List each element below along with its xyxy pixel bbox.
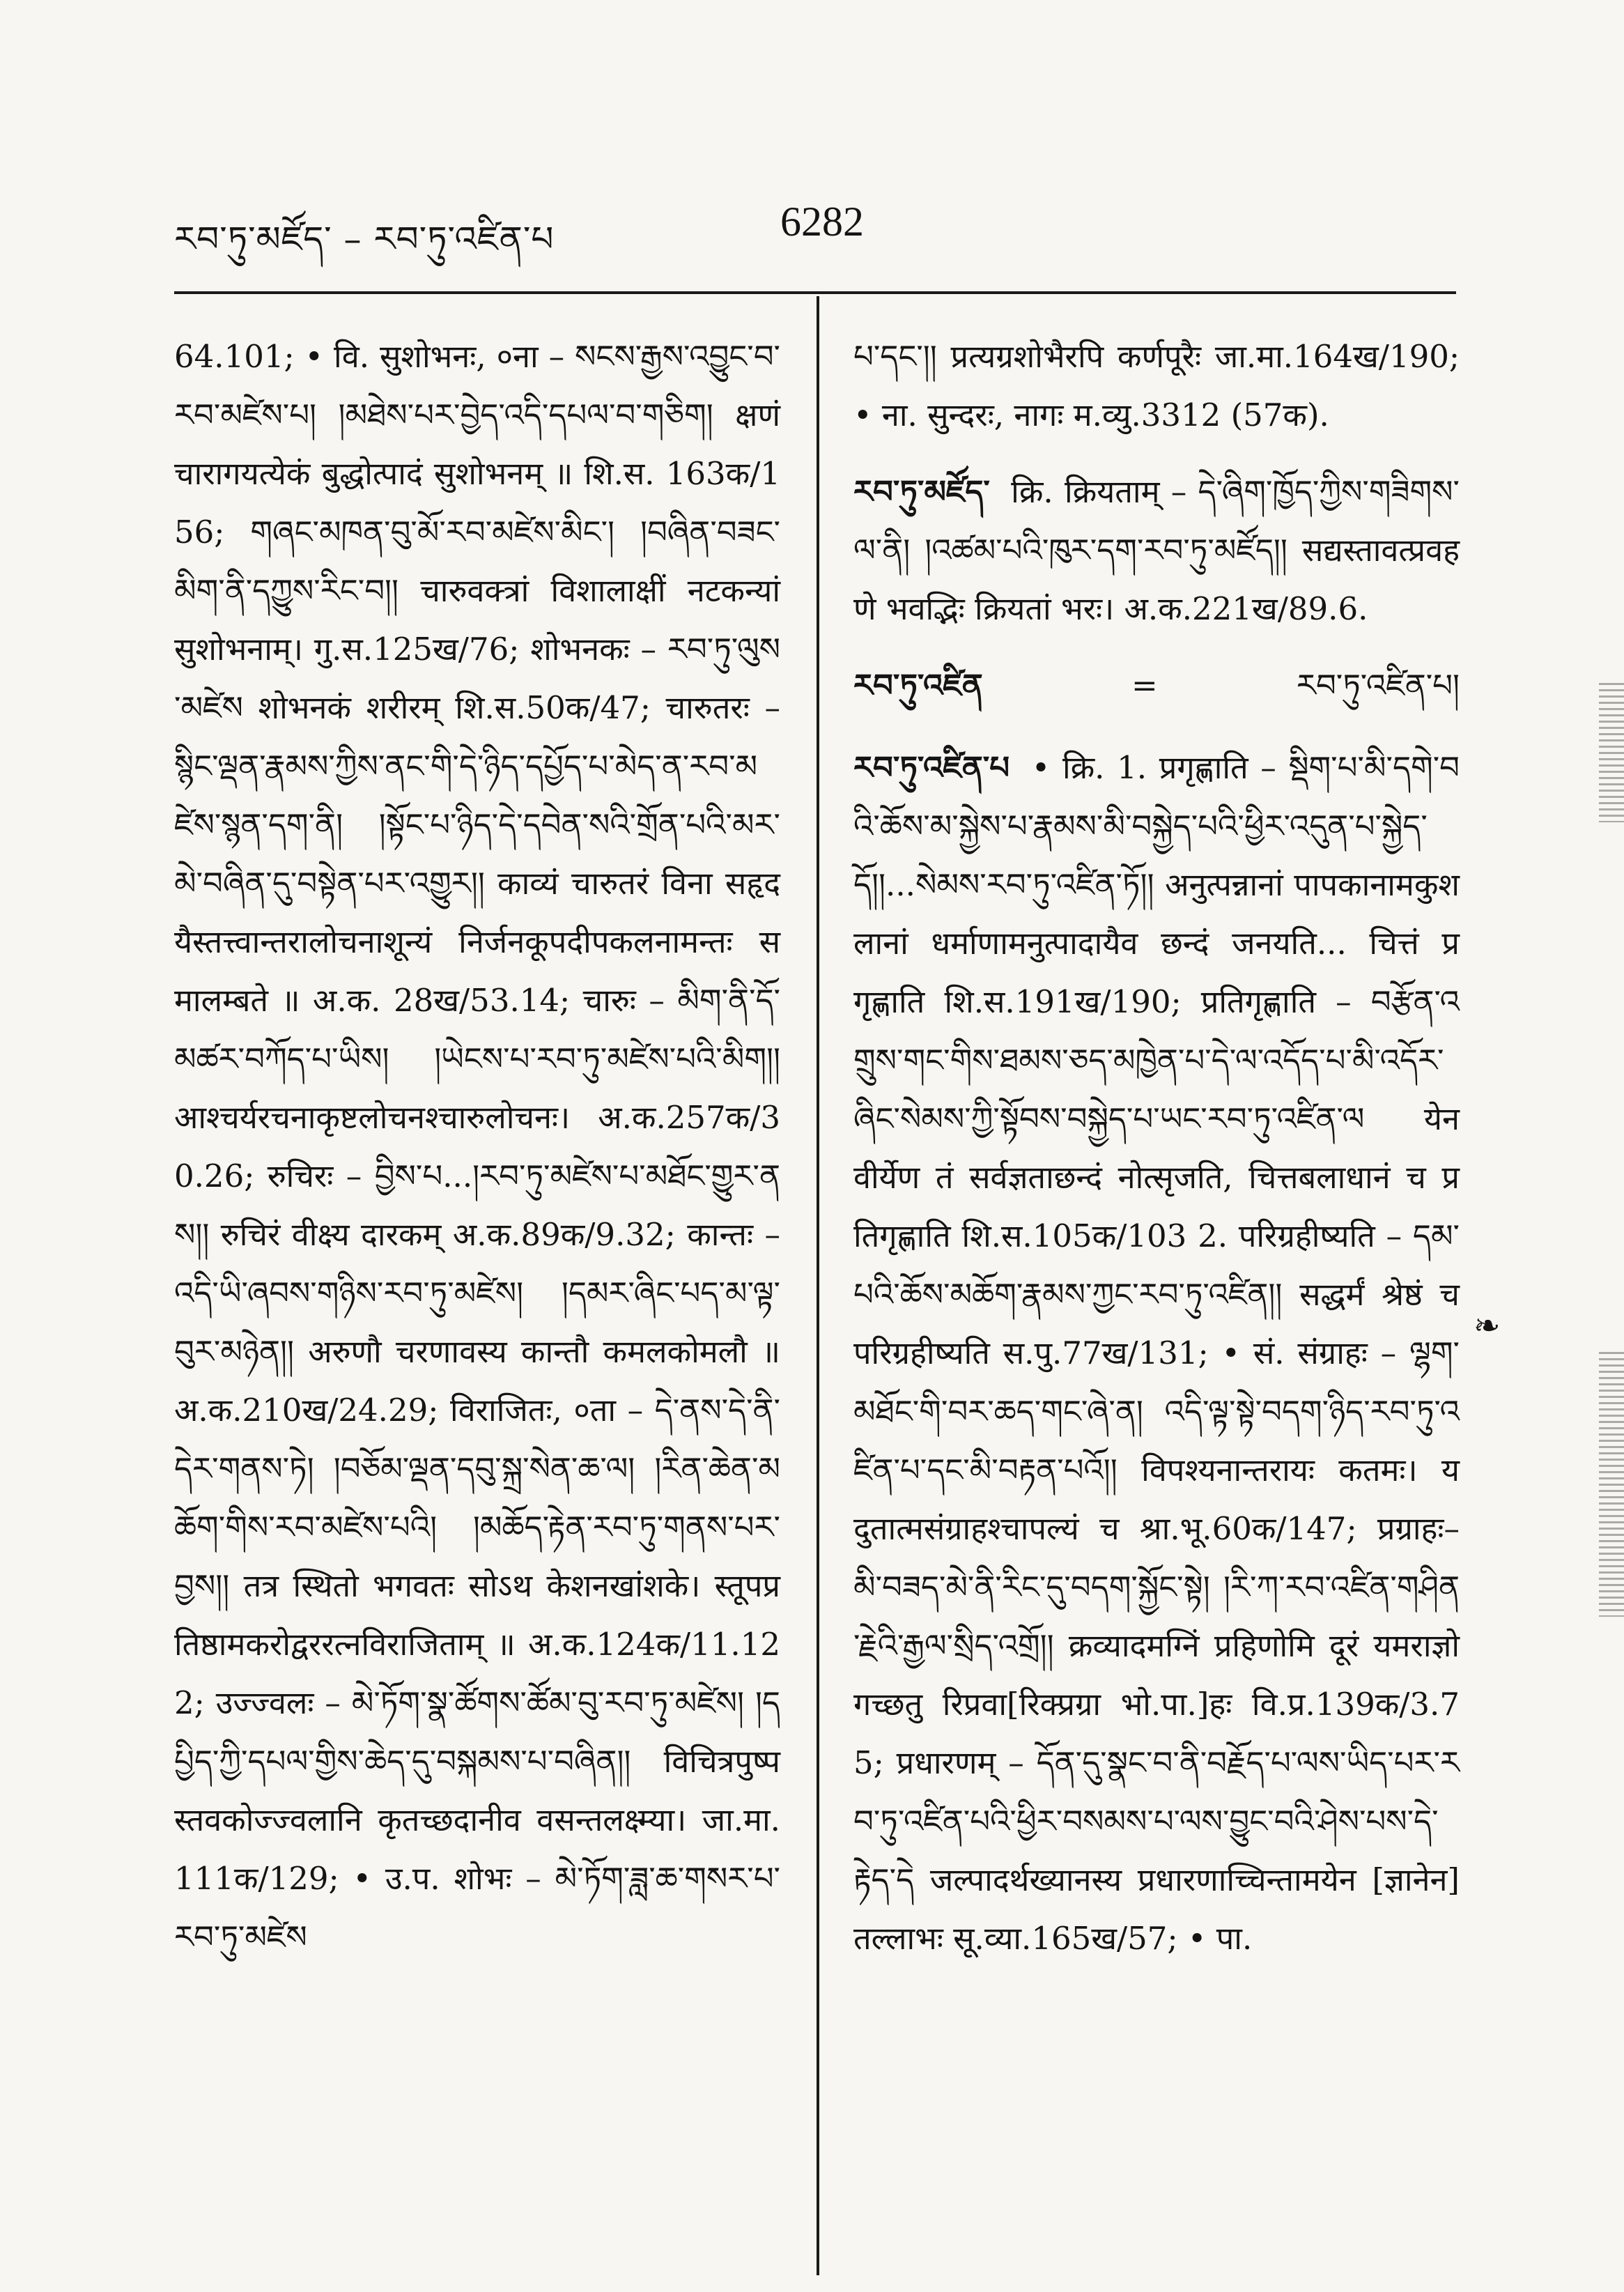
margin-mark: ❧ — [1474, 1307, 1501, 1344]
cross-reference — [853, 656, 1460, 715]
dictionary-entry — [853, 739, 1460, 1968]
cross-ref-source: རབ་ཏུ་འཛིན — [853, 667, 983, 704]
entry-headword: རབ་ཏུ་མཛོད་ — [853, 473, 990, 510]
left-column-text: 64.101; • वि. सुशोभनः, ०ना – སངས་རྒྱས་འབྱུང་བ་རབ་མཛེས་པ། །མཐེས་པར་བྱེད་འདི་དཔལ་བ་གཅིག། क्षणं चारागयत्येकं बुद्धोत्पादं सुशोभनम् ॥ शि.स. 163क/156; གཞང་མཁན་བུ་མོ་རབ་མཛེས་མིང་། །བཞིན་བཟང་མིག་ནི་དཀྱུས་རིང་བ།། चारुवक्त्रां विशालाक्षीं नटकन्यां सुशोभनाम्। गु.स.125ख/76; शोभनकः – རབ་ཏུ་ལུས་མཛེས शोभनकं शरीरम् शि.स.50क/47; चारुतरः – སྙིང་ལྡན་རྣམས་ཀྱིས་ནང་གི་དེ་ཉིད་དཔྱོད་པ་མེད་ན་རབ་མཛེས་སྙན་དག་ནི། །སྟོང་པ་ཉིད་དེ་དབེན་སའི་གྲོན་པའི་མར་མེ་བཞིན་དུ་བསྟེན་པར་འགྱུར།། काव्यं चारुतरं विना सहृदयैस्तत्त्वान्तरालोचनाशून्यं निर्जनकूपदीपकलनामन्तः समालम्बते ॥ अ.क. 28ख/53.14; चारुः – མིག་ནི་དོ་མཚར་བཀོད་པ་ཡིས། །ཡེངས་པ་རབ་ཏུ་མཛེས་པའི་མིག།། आश्चर्यरचनाकृष्टलोचनश्चारुलोचनः। अ.क.257क/30.26; रुचिरः – བྱིས་པ...།རབ་ཏུ་མཛེས་པ་མཐོང་གྱུར་ནས།། रुचिरं वीक्ष्य दारकम् अ.क.89क/9.32; कान्तः – འདི་ཡི་ཞབས་གཉིས་རབ་ཏུ་མཛེས། །དམར་ཞིང་པད་མ་ལྟ་བུར་མཉེན།། अरुणौ चरणावस्य कान्तौ कमलकोमलौ ॥ अ.क.210ख/24.29; विराजितः, ०ता – དེ་ནས་དེ་ནི་དེར་གནས་ཏེ། །བཅོམ་ལྡན་དབུ་སྐྲ་སེན་ཆ་ལ། །རིན་ཆེན་མཆོག་གིས་རབ་མཛེས་པའི། །མཆོད་རྟེན་རབ་ཏུ་གནས་པར་བྱས།། तत्र स्थितो भगवतः सोऽथ केशनखांशके। स्तूपप्रतिष्ठामकरोद्वररत्नविराजिताम् ॥ अ.क.124क/11.122; उज्ज्वलः – མེ་ཏོག་སྣ་ཚོགས་ཚོམ་བུ་རབ་ཏུ་མཛེས། །དཔྱིད་ཀྱི་དཔལ་གྱིས་ཆེད་དུ་བསྐམས་པ་བཞིན།། विचित्रपुष्पस्तवकोज्ज्वलानि कृतच्छदानीव वसन्तलक्ष्म्या। जा.मा.111क/129; • उ.प. शोभः – མེ་ཏོག་ཟླ་ཆ་གསར་པ་རབ་ཏུ་མཛེས — [174, 338, 780, 1955]
entry-definition: क्रि. क्रियताम् – དེ་ཞིག་ཁྱོད་ཀྱིས་གཟིགས་ལ་ནི། །འཚམ་པའི་ཁུར་དག་རབ་ཏུ་མཛོད།། सद्यस्तावत्प्रवहणे भवद्भिः क्रियतां भरः। अ.क.221ख/89.6. — [853, 473, 1460, 627]
entry-definition: • क्रि. 1. प्रगृह्णाति – སྡིག་པ་མི་དགེ་བའི་ཆོས་མ་སྐྱེས་པ་རྣམས་མི་བསྐྱེད་པའི་ཕྱིར་འདུན་པ་སྐྱེད་དོ།།...སེམས་རབ་ཏུ་འཛིན་ཏོ།། अनुत्पन्नानां पापकानामकुशलानां धर्माणामनुत्पादायैव छन्दं जनयति... चित्तं प्रगृह्णाति शि.स.191ख/190; प्रतिगृह्णाति – བརྩོན་འགྲུས་གང་གིས་ཐམས་ཅད་མཁྱེན་པ་དེ་ལ་འདོད་པ་མི་འདོར་ཞིང་སེམས་ཀྱི་སྟོབས་བསྐྱེད་པ་ཡང་རབ་ཏུ་འཛིན་ལ येन वीर्येण तं सर्वज्ञताछन्दं नोत्सृजति, चित्तबलाधानं च प्रतिगृह्णाति शि.स.105क/103 2. परिग्रहीष्यति – དམ་པའི་ཆོས་མཆོག་རྣམས་ཀྱང་རབ་ཏུ་འཛིན།། सद्धर्मं श्रेष्ठं च परिग्रहीष्यति स.पु.77ख/131; • सं. संग्राहः – ལྷག་མཐོང་གི་བར་ཆད་གང་ཞེ་ན། འདི་ལྟ་སྟེ་བདག་ཉིད་རབ་ཏུ་འཛིན་པ་དང་མི་བརྟན་པའོ།། विपश्यनान्तरायः कतमः। यदुतात्मसंग्राहश्चापल्यं च श्रा.भू.60क/147; प्रग्राहः– མི་བཟད་མེ་ནི་རིང་དུ་བདག་སྐྱོང་སྟེ། །རི་ཀ་རབ་འཛིན་གཤིན་རྗེའི་རྒྱལ་སྲིད་འགྲོ།། क्रव्यादमग्निं प्रहिणोमि दूरं यमराज्ञो गच्छतु रिप्रवा[रिक्प्रग्रा भो.पा.]हः वि.प्र.139क/3.75; प्रधारणम् – དོན་དུ་སྣང་བ་ནི་བརྗོད་པ་ལས་ཡིད་པར་རབ་ཏུ་འཛིན་པའི་ཕྱིར་བསམས་པ་ལས་བྱུང་བའི་ཤེས་པས་དེ་རྟེད་དེ जल्पादर्थख्यानस्य प्रधारणाच्चिन्तामयेन [ज्ञानेन] तल्लाभः सू.व्या.165ख/57; • पा. — [853, 749, 1460, 1957]
entry-headword: རབ་ཏུ་འཛིན་པ — [853, 749, 1010, 786]
header-rule — [174, 291, 1456, 294]
equals-sign: = — [1131, 667, 1158, 704]
dictionary-entry — [853, 463, 1460, 638]
page-number: 6282 — [780, 199, 864, 245]
left-column — [174, 328, 780, 1985]
column-divider — [817, 296, 819, 2275]
cross-ref-target: རབ་ཏུ་འཛིན་པ། — [1296, 667, 1460, 704]
scan-edge-artifact — [1599, 683, 1624, 822]
scan-edge-artifact — [1599, 1352, 1624, 1617]
page-header — [174, 187, 1463, 263]
running-head: རབ་ཏུ་མཛོད་ – རབ་ཏུ་འཛིན་པ — [174, 219, 555, 259]
right-column — [853, 328, 1460, 1986]
right-column-continuation: པ་དང་།། प्रत्यग्रशोभैरपि कर्णपूरैः जा.मा.164ख/190; • ना. सुन्दरः, नागः म.व्यु.3312 (57क). — [853, 338, 1460, 433]
